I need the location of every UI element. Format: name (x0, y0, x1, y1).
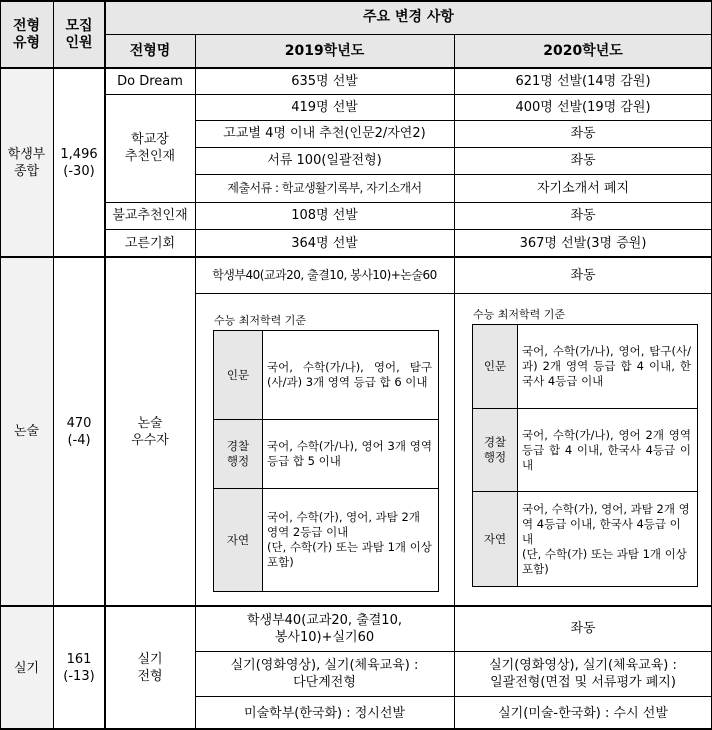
inner2020-hline-2 (473, 491, 697, 492)
min-2020-label-2: 자연 (473, 492, 517, 586)
dodream-2019: 635명 선발 (291, 74, 358, 89)
vline-name (195, 34, 196, 730)
buddhist-2019: 108명 선발 (291, 208, 358, 223)
name-equal: 고른기회 (124, 235, 176, 251)
practical-r2-2020: 실기(영화영상), 실기(체육교육) : 일괄전형(면접 및 서류평가 폐지) (489, 657, 677, 690)
quota-jonghap: 1,496 (-30) (60, 147, 98, 179)
name-school: 학교장 추천인재 (124, 132, 176, 164)
essay-ratio-2019: 학생부40(교과20, 출결10, 봉사10)+논술60 (212, 267, 437, 282)
hline-school-3 (195, 174, 712, 175)
type-essay: 논술 (0, 257, 53, 606)
school-r1-2019: 419명 선발 (291, 99, 358, 115)
hline-school-1 (195, 120, 712, 121)
hline-practical-1 (195, 651, 712, 652)
min-2019-label-2: 자연 (214, 489, 262, 591)
min-2020-label-0: 인문 (473, 325, 517, 408)
name-essay: 논술 우수자 (131, 415, 169, 448)
vline-quota (104, 0, 106, 730)
header-type: 전형 유형 (0, 0, 53, 69)
name-dodream: Do Dream (117, 74, 183, 89)
hline-buddhist (105, 229, 712, 230)
inner2019-hline-2 (214, 488, 438, 489)
hline-essay-ratio (195, 293, 712, 294)
min-2020-text-0: 국어, 수학(가/나), 영어, 탐구(사/과) 2개 영역 등급 합 4 이내, 한국사 4등급 이내 (522, 344, 691, 388)
practical-r3-2020: 실기(미술-한국화) : 수시 선발 (498, 705, 668, 721)
min-2019-label-1: 경찰 행정 (214, 420, 262, 488)
hline-dodream (105, 94, 712, 95)
header-2020: 2020학년도 (454, 34, 712, 69)
inner2020-hline-1 (473, 408, 697, 409)
header-2019: 2019학년도 (195, 34, 454, 69)
practical-r1-2020: 좌동 (570, 621, 596, 636)
school-r2-2020: 좌동 (570, 126, 596, 141)
quota-practical: 161 (-13) (63, 652, 95, 684)
min-2020-text-2: 국어, 수학(가), 영어, 과탐 2개 영역 4등급 이내, 한국사 4등급 이내 (단, 수학(가) 또는 과탐 1개 이상 포함) (522, 501, 690, 576)
quota-essay: 470 (-4) (66, 415, 92, 448)
border-left (0, 0, 1, 730)
school-r3-2019: 서류 100(일괄전형) (267, 153, 382, 168)
vline-years (454, 34, 455, 730)
min-title-2020: 수능 최저학력 기준 (473, 308, 566, 321)
practical-r1-2019: 학생부40(교과20, 출결10, 봉사10)+실기60 (246, 612, 402, 645)
min-2019-text-2: 국어, 수학(가), 영어, 과탐 2개 영역 2등급 이내 (단, 수학(가) 또는 과탐 1개 이상 포함) (267, 510, 432, 569)
header-quota: 모집 인원 (53, 0, 105, 69)
school-r3-2020: 좌동 (570, 153, 596, 168)
inner2020-vline (517, 325, 518, 586)
min-2020-text-1: 국어, 수학(가/나), 영어 2개 영역 등급 합 4 이내, 한국사 4등급 이내 (522, 427, 691, 472)
min-2019-label-0: 인문 (214, 331, 262, 419)
min-2019-text-0: 국어, 수학(가/나), 영어, 탐구(사/과) 3개 영역 등급 합 6 이내 (267, 360, 432, 389)
type-practical: 실기 (0, 606, 53, 730)
essay-ratio-2020: 좌동 (570, 267, 596, 283)
type-jonghap: 학생부 종합 (0, 69, 53, 257)
equal-2019: 364명 선발 (291, 235, 358, 251)
name-practical: 실기 전형 (137, 652, 163, 684)
header-main-changes: 주요 변경 사항 (105, 0, 712, 34)
school-r4-2019: 제출서류 : 학교생활기록부, 자기소개서 (227, 180, 422, 195)
practical-r3-2019: 미술학부(한국화) : 정시선발 (244, 705, 405, 721)
hline-practical-2 (195, 696, 712, 697)
min-title-2019: 수능 최저학력 기준 (214, 314, 307, 327)
min-2020-label-1: 경찰 행정 (473, 409, 517, 491)
min-2019-text-1: 국어, 수학(가/나), 영어 3개 영역 등급 합 5 이내 (267, 439, 432, 468)
hline-essay-bottom (0, 605, 712, 607)
hline-header-sub (105, 34, 712, 35)
header-name: 전형명 (105, 34, 195, 69)
equal-2020: 367명 선발(3명 증원) (519, 235, 647, 251)
dodream-2020: 621명 선발(14명 감원) (515, 74, 651, 89)
school-r2-2019: 고교별 4명 이내 추천(인문2/자연2) (223, 126, 426, 141)
buddhist-2020: 좌동 (570, 208, 596, 223)
school-r4-2020: 자기소개서 폐지 (536, 180, 630, 196)
hline-school-2 (195, 147, 712, 148)
inner2019-hline-1 (214, 419, 438, 420)
border-top (0, 0, 712, 2)
hline-header-bottom (0, 67, 712, 69)
practical-r2-2019: 실기(영화영상), 실기(체육교육) : 다단계전형 (230, 657, 419, 690)
hline-jonghap-bottom (0, 256, 712, 258)
hline-school-bottom (105, 202, 712, 203)
school-r1-2020: 400명 선발(19명 감원) (515, 99, 651, 115)
name-buddhist: 불교추천인재 (112, 208, 188, 223)
vline-type (53, 0, 54, 730)
inner2019-vline (262, 331, 263, 591)
